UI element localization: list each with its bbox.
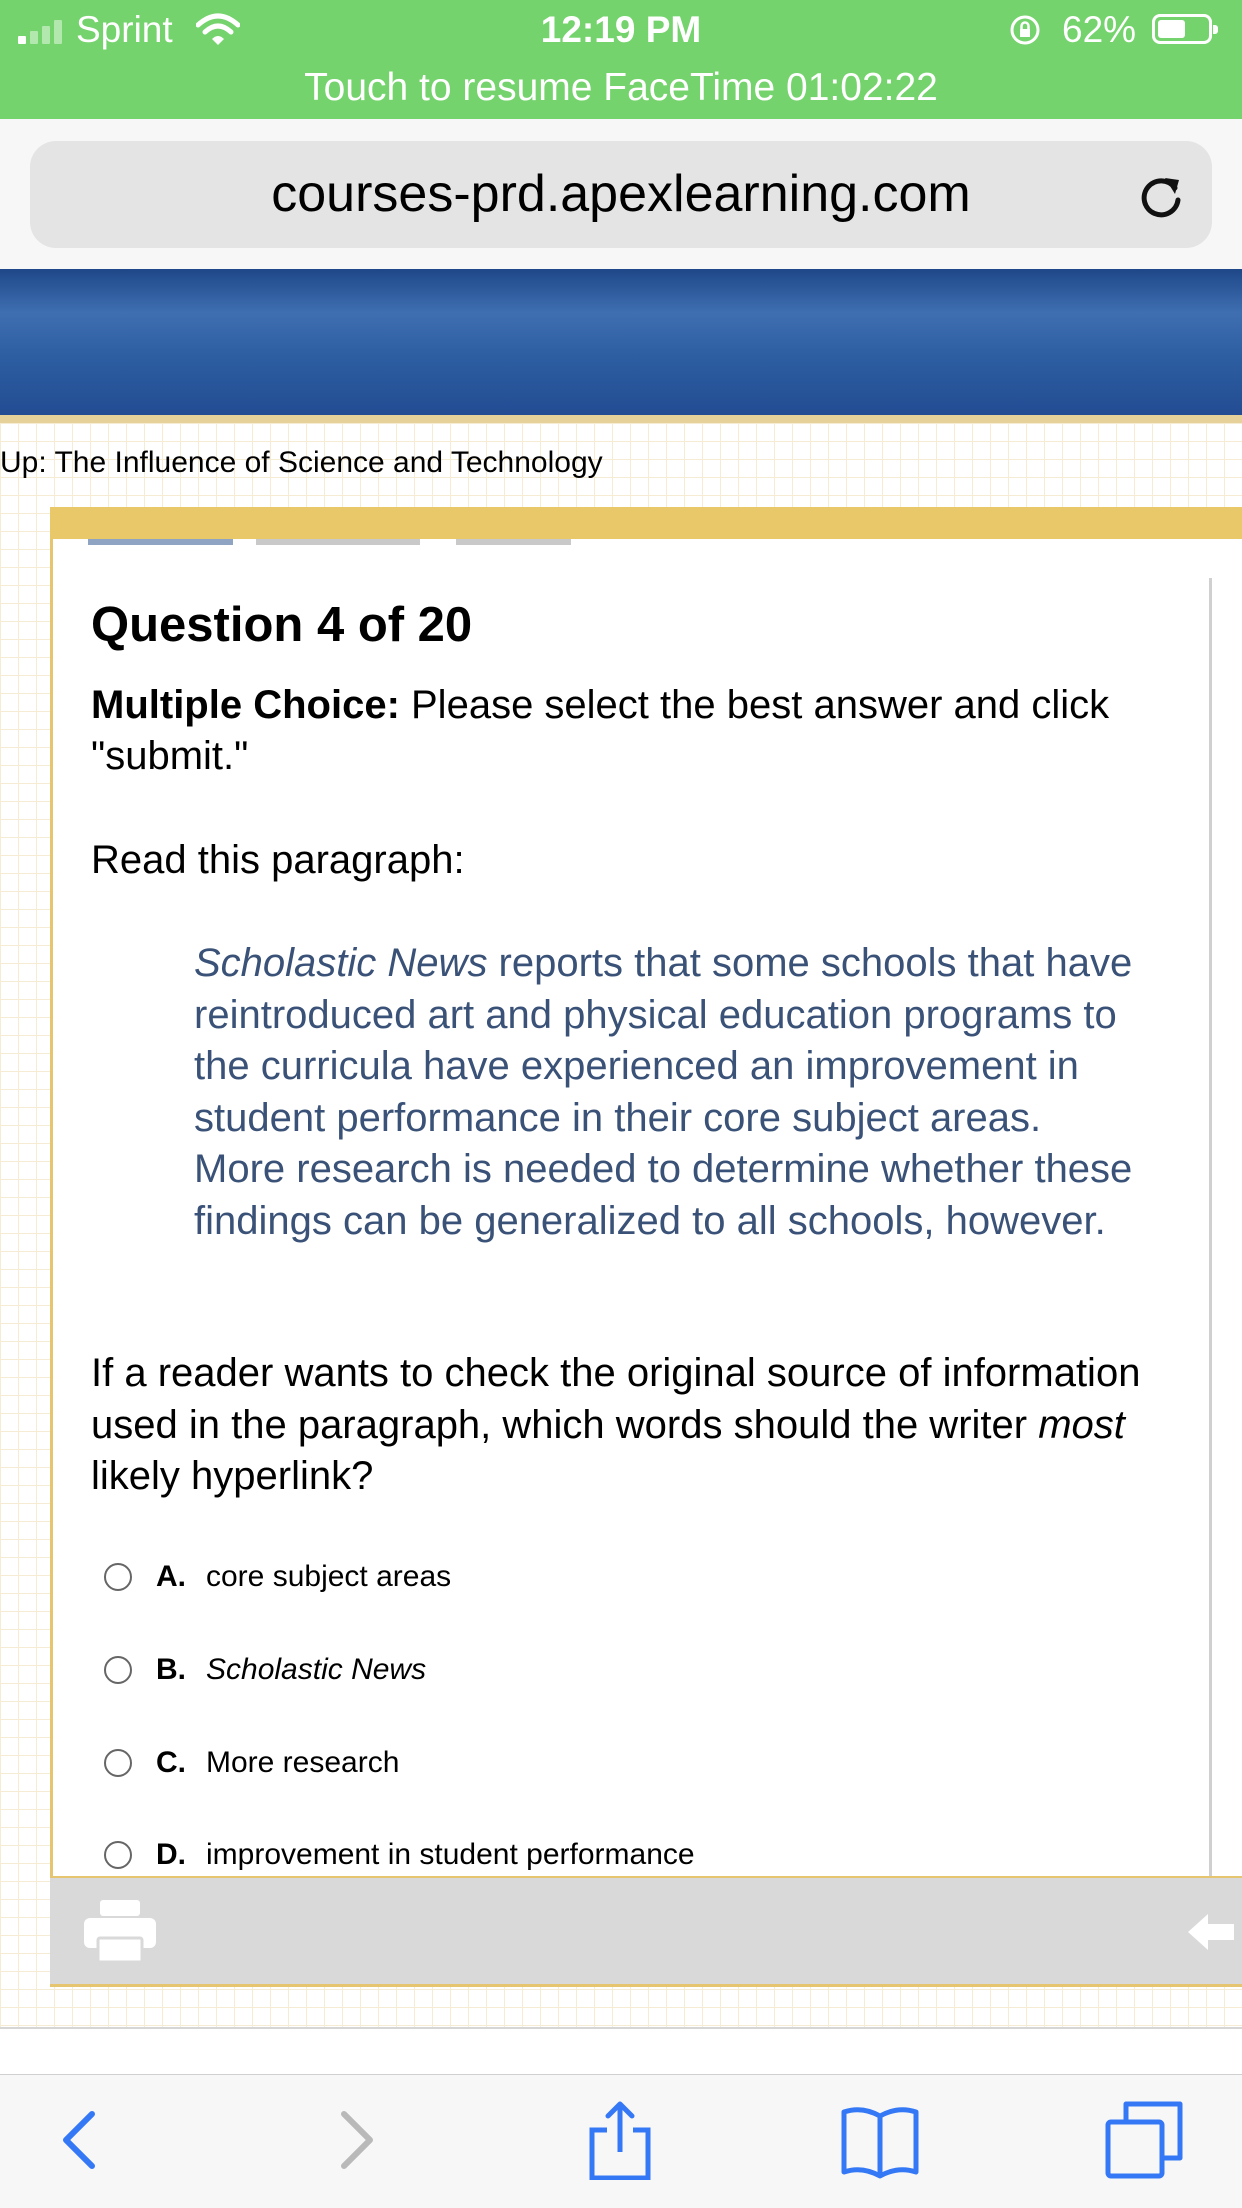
orientation-lock-icon [1009,14,1041,46]
question-prompt [91,1348,1201,1503]
quoted-paragraph [194,938,1134,1247]
question-prompt-part2: likely hyperlink? [91,1454,374,1498]
card-tab-3[interactable] [456,539,571,545]
radio-button[interactable] [104,1841,132,1869]
site-header-banner [0,269,1242,415]
quote-source: Scholastic News [194,941,488,985]
question-title: Question 4 of 20 [91,598,473,652]
question-prompt-emphasis: most [1038,1402,1125,1447]
forward-chevron-icon[interactable] [314,2100,394,2180]
printer-icon[interactable] [82,1898,158,1964]
page-end-divider [0,2027,1242,2029]
option-letter: C. [156,1746,186,1779]
radio-button[interactable] [104,1656,132,1684]
instruction-text: Please select the best answer and click "submit." [91,683,1110,778]
clock: 12:19 PM [540,9,702,50]
option-letter: B. [156,1653,186,1686]
option-letter: D. [156,1838,186,1871]
back-arrow-icon[interactable] [1186,1910,1234,1954]
share-icon[interactable] [580,2100,660,2180]
reload-icon[interactable] [1135,170,1187,222]
option-text[interactable]: improvement in student performance [206,1838,695,1871]
radio-button[interactable] [104,1563,132,1591]
answer-option-a[interactable] [104,1552,451,1602]
option-text[interactable]: More research [206,1746,400,1779]
instruction-label: Multiple Choice: [91,683,400,727]
url-text[interactable]: courses-prd.apexlearning.com [271,165,971,223]
answer-option-c[interactable] [104,1738,399,1788]
bookmarks-icon[interactable] [840,2100,920,2180]
answer-option-d[interactable] [104,1830,695,1880]
quote-body: reports that some schools that have reintroduced art and physical education programs to the curricula have experienced an improvement in student performance in their core subject areas. More research is needed to determine whether these findings can be generalized to all schools, however. [194,941,1133,1243]
breadcrumb[interactable]: Up: The Influence of Science and Technology [0,446,603,479]
facetime-resume-banner[interactable]: Touch to resume FaceTime 01:02:22 [304,66,938,109]
status-bar[interactable] [0,0,1242,119]
card-tab-1[interactable] [88,539,233,545]
option-text[interactable]: core subject areas [206,1560,452,1593]
battery-percent: 62% [1062,9,1137,50]
battery-icon [1152,14,1212,44]
option-letter: A. [156,1560,186,1593]
card-footer-toolbar [50,1876,1242,1987]
carrier-name: Sprint [76,9,173,50]
card-tab-2[interactable] [256,539,420,545]
tabs-icon[interactable] [1104,2100,1184,2180]
read-prompt: Read this paragraph: [91,838,465,882]
back-chevron-icon[interactable] [42,2100,122,2180]
radio-button[interactable] [104,1749,132,1777]
card-header-bar [50,507,1242,539]
answer-option-b[interactable] [104,1645,426,1695]
scroll-track[interactable] [1209,578,1212,1878]
question-prompt-part1: If a reader wants to check the original source of information used in the paragraph, which words should the writer [91,1351,1141,1447]
header-divider [0,415,1242,423]
instructions [91,680,1171,782]
option-text[interactable]: Scholastic News [206,1653,427,1686]
